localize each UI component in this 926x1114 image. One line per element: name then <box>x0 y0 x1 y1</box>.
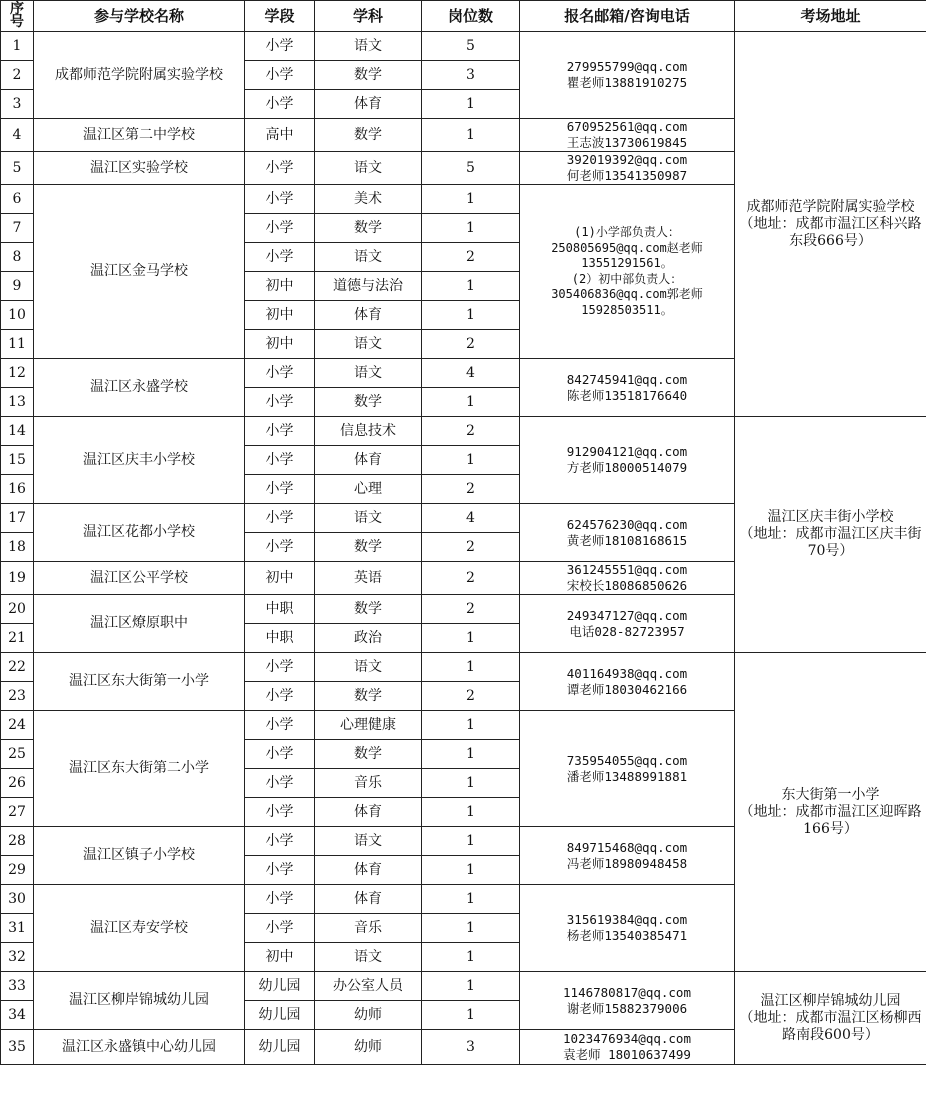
posts-cell: 1 <box>422 798 520 827</box>
subject-cell: 体育 <box>315 885 422 914</box>
subject-cell: 幼师 <box>315 1030 422 1065</box>
contact-line: 谭老师18030462166 <box>566 681 688 697</box>
contact-line: 何老师13541350987 <box>566 168 688 183</box>
contact-info <box>520 711 735 827</box>
contact-line: 杨老师13540385471 <box>566 928 688 943</box>
contact-line: 842745941@qq.com <box>566 371 688 387</box>
header-subject: 学科 <box>315 1 422 32</box>
stage-cell: 初中 <box>245 562 315 595</box>
stage-cell: 小学 <box>245 32 315 61</box>
venue-name: 温江区庆丰街小学校 <box>767 509 894 525</box>
posts-cell: 3 <box>422 1030 520 1065</box>
stage-cell: 小学 <box>245 914 315 943</box>
row-number: 6 <box>1 185 34 214</box>
stage-cell: 小学 <box>245 243 315 272</box>
row-number: 32 <box>1 943 34 972</box>
subject-cell: 体育 <box>315 90 422 119</box>
posts-cell: 2 <box>422 417 520 446</box>
contact-info <box>520 359 735 417</box>
subject-cell: 语文 <box>315 32 422 61</box>
row-number: 3 <box>1 90 34 119</box>
row-number: 10 <box>1 301 34 330</box>
stage-cell: 幼儿园 <box>245 972 315 1001</box>
school-name: 温江区花都小学校 <box>34 504 245 562</box>
row-number: 23 <box>1 682 34 711</box>
stage-cell: 小学 <box>245 856 315 885</box>
table-row <box>1 653 926 682</box>
row-number: 2 <box>1 61 34 90</box>
contact-line: 宋校长18086850626 <box>566 578 688 593</box>
contact-line: 陈老师13518176640 <box>566 387 688 403</box>
subject-cell: 心理 <box>315 475 422 504</box>
subject-cell: 音乐 <box>315 769 422 798</box>
contact-line: 401164938@qq.com <box>566 665 688 681</box>
table-row <box>1 32 926 61</box>
subject-cell: 语文 <box>315 504 422 533</box>
row-number: 1 <box>1 32 34 61</box>
stage-cell: 小学 <box>245 185 315 214</box>
table-body <box>1 32 926 1065</box>
subject-cell: 数学 <box>315 61 422 90</box>
posts-cell: 2 <box>422 562 520 595</box>
header-contact: 报名邮箱/咨询电话 <box>520 1 735 32</box>
contact-line: 279955799@qq.com <box>566 59 688 74</box>
exam-venue <box>735 653 926 972</box>
row-number: 28 <box>1 827 34 856</box>
posts-cell: 4 <box>422 504 520 533</box>
contact-line: 瞿老师13881910275 <box>566 75 688 90</box>
contact-line: 1023476934@qq.com <box>563 1031 691 1046</box>
school-name: 温江区金马学校 <box>34 185 245 359</box>
row-number: 12 <box>1 359 34 388</box>
stage-cell: 中职 <box>245 595 315 624</box>
posts-cell: 2 <box>422 243 520 272</box>
subject-cell: 道德与法治 <box>315 272 422 301</box>
header-row <box>1 1 926 32</box>
contact-line: 392019392@qq.com <box>566 152 688 167</box>
stage-cell: 小学 <box>245 798 315 827</box>
header-seq <box>1 1 34 32</box>
posts-cell: 1 <box>422 624 520 653</box>
contact-line: 潘老师13488991881 <box>566 768 688 784</box>
posts-cell: 3 <box>422 61 520 90</box>
contact-info <box>520 1030 735 1065</box>
stage-cell: 小学 <box>245 214 315 243</box>
subject-cell: 美术 <box>315 185 422 214</box>
posts-cell: 1 <box>422 856 520 885</box>
posts-cell: 1 <box>422 972 520 1001</box>
contact-line: (1)小学部负责人： <box>574 225 680 239</box>
stage-cell: 小学 <box>245 653 315 682</box>
posts-cell: 1 <box>422 653 520 682</box>
posts-cell: 5 <box>422 152 520 185</box>
subject-cell: 幼师 <box>315 1001 422 1030</box>
contact-line: 912904121@qq.com <box>566 444 688 459</box>
row-number: 11 <box>1 330 34 359</box>
row-number: 16 <box>1 475 34 504</box>
exam-venue <box>735 417 926 653</box>
stage-cell: 初中 <box>245 301 315 330</box>
contact-line: 冯老师18980948458 <box>566 855 688 871</box>
posts-cell: 1 <box>422 119 520 152</box>
stage-cell: 小学 <box>245 711 315 740</box>
contact-line: 袁老师 18010637499 <box>563 1047 691 1062</box>
subject-cell: 政治 <box>315 624 422 653</box>
venue-address: （地址：成都市温江区杨柳西路南段600号） <box>739 1009 922 1043</box>
subject-cell: 数学 <box>315 682 422 711</box>
subject-cell: 办公室人员 <box>315 972 422 1001</box>
school-name: 成都师范学院附属实验学校 <box>34 32 245 119</box>
row-number: 21 <box>1 624 34 653</box>
contact-line: 361245551@qq.com <box>566 562 688 577</box>
contact-info <box>520 827 735 885</box>
contact-line: 谢老师15882379006 <box>566 1000 688 1016</box>
posts-cell: 2 <box>422 595 520 624</box>
row-number: 17 <box>1 504 34 533</box>
header-posts: 岗位数 <box>422 1 520 32</box>
subject-cell: 心理健康 <box>315 711 422 740</box>
subject-cell: 语文 <box>315 943 422 972</box>
row-number: 14 <box>1 417 34 446</box>
stage-cell: 小学 <box>245 90 315 119</box>
school-name: 温江区实验学校 <box>34 152 245 185</box>
row-number: 8 <box>1 243 34 272</box>
stage-cell: 小学 <box>245 533 315 562</box>
row-number: 27 <box>1 798 34 827</box>
row-number: 35 <box>1 1030 34 1065</box>
exam-venue <box>735 32 926 417</box>
posts-cell: 1 <box>422 90 520 119</box>
contact-info <box>520 32 735 119</box>
contact-info <box>520 185 735 359</box>
row-number: 22 <box>1 653 34 682</box>
subject-cell: 体育 <box>315 446 422 475</box>
exam-venue <box>735 972 926 1065</box>
row-number: 19 <box>1 562 34 595</box>
row-number: 20 <box>1 595 34 624</box>
posts-cell: 2 <box>422 533 520 562</box>
subject-cell: 语文 <box>315 359 422 388</box>
contact-info <box>520 417 735 504</box>
contact-line: 方老师18000514079 <box>566 460 688 475</box>
subject-cell: 数学 <box>315 533 422 562</box>
contact-line: 电话028-82723957 <box>569 623 685 639</box>
posts-cell: 1 <box>422 214 520 243</box>
subject-cell: 语文 <box>315 330 422 359</box>
stage-cell: 初中 <box>245 943 315 972</box>
row-number: 24 <box>1 711 34 740</box>
stage-cell: 幼儿园 <box>245 1030 315 1065</box>
posts-cell: 1 <box>422 769 520 798</box>
contact-info <box>520 653 735 711</box>
subject-cell: 信息技术 <box>315 417 422 446</box>
contact-line: 849715468@qq.com <box>566 839 688 855</box>
stage-cell: 初中 <box>245 272 315 301</box>
stage-cell: 幼儿园 <box>245 1001 315 1030</box>
contact-line: 624576230@qq.com <box>566 516 688 532</box>
contact-info <box>520 885 735 972</box>
school-name: 温江区柳岸锦城幼儿园 <box>34 972 245 1030</box>
contact-line: 305406836@qq.com郭老师 <box>551 287 703 301</box>
contact-line: 249347127@qq.com <box>566 607 688 623</box>
table-row <box>1 417 926 446</box>
row-number: 7 <box>1 214 34 243</box>
subject-cell: 数学 <box>315 740 422 769</box>
school-name: 温江区永盛学校 <box>34 359 245 417</box>
subject-cell: 数学 <box>315 214 422 243</box>
contact-info <box>520 504 735 562</box>
subject-cell: 体育 <box>315 798 422 827</box>
posts-cell: 1 <box>422 885 520 914</box>
posts-cell: 2 <box>422 475 520 504</box>
subject-cell: 体育 <box>315 301 422 330</box>
venue-address: （地址：成都市温江区庆丰街70号） <box>739 526 922 559</box>
stage-cell: 小学 <box>245 388 315 417</box>
stage-cell: 小学 <box>245 885 315 914</box>
subject-cell: 数学 <box>315 595 422 624</box>
contact-line: 1146780817@qq.com <box>563 984 691 1000</box>
header-school: 参与学校名称 <box>34 1 245 32</box>
row-number: 29 <box>1 856 34 885</box>
subject-cell: 语文 <box>315 653 422 682</box>
posts-cell: 2 <box>422 682 520 711</box>
posts-cell: 1 <box>422 446 520 475</box>
row-number: 9 <box>1 272 34 301</box>
subject-cell: 数学 <box>315 388 422 417</box>
stage-cell: 中职 <box>245 624 315 653</box>
row-number: 15 <box>1 446 34 475</box>
venue-name: 温江区柳岸锦城幼儿园 <box>760 992 901 1009</box>
subject-cell: 音乐 <box>315 914 422 943</box>
subject-cell: 语文 <box>315 827 422 856</box>
contact-line: (2）初中部负责人： <box>571 271 683 286</box>
header-seq-line: 号 <box>10 14 24 30</box>
school-name: 温江区庆丰小学校 <box>34 417 245 504</box>
posts-cell: 4 <box>422 359 520 388</box>
contact-info <box>520 152 735 185</box>
posts-cell: 1 <box>422 740 520 769</box>
posts-cell: 1 <box>422 301 520 330</box>
stage-cell: 小学 <box>245 475 315 504</box>
row-number: 25 <box>1 740 34 769</box>
school-name: 温江区寿安学校 <box>34 885 245 972</box>
row-number: 26 <box>1 769 34 798</box>
venue-address: （地址：成都市温江区科兴路东段666号） <box>739 215 922 249</box>
row-number: 31 <box>1 914 34 943</box>
subject-cell: 英语 <box>315 562 422 595</box>
contact-line: 王志波13730619845 <box>566 135 688 150</box>
school-name: 温江区第二中学校 <box>34 119 245 152</box>
contact-line: 黄老师18108168615 <box>566 532 688 548</box>
stage-cell: 小学 <box>245 769 315 798</box>
stage-cell: 高中 <box>245 119 315 152</box>
posts-cell: 5 <box>422 32 520 61</box>
stage-cell: 小学 <box>245 61 315 90</box>
venue-address: （地址：成都市温江区迎晖路166号） <box>739 803 922 837</box>
subject-cell: 语文 <box>315 243 422 272</box>
row-number: 13 <box>1 388 34 417</box>
stage-cell: 小学 <box>245 417 315 446</box>
contact-info <box>520 562 735 595</box>
venue-name: 成都师范学院附属实验学校 <box>746 198 915 215</box>
row-number: 30 <box>1 885 34 914</box>
table-row <box>1 972 926 1001</box>
contact-info <box>520 119 735 152</box>
contact-line: 250805695@qq.com赵老师 <box>551 240 703 255</box>
school-name: 温江区镇子小学校 <box>34 827 245 885</box>
posts-cell: 1 <box>422 914 520 943</box>
subject-cell: 语文 <box>315 152 422 185</box>
row-number: 34 <box>1 1001 34 1030</box>
contact-line: 315619384@qq.com <box>566 912 688 927</box>
contact-info <box>520 595 735 653</box>
header-venue: 考场地址 <box>735 1 926 32</box>
school-name: 温江区燎原职中 <box>34 595 245 653</box>
stage-cell: 小学 <box>245 152 315 185</box>
posts-cell: 1 <box>422 1001 520 1030</box>
posts-cell: 1 <box>422 943 520 972</box>
contact-info <box>520 972 735 1030</box>
subject-cell: 数学 <box>315 119 422 152</box>
contact-line: 670952561@qq.com <box>566 119 688 134</box>
stage-cell: 小学 <box>245 682 315 711</box>
header-seq-line: 序 <box>10 1 24 17</box>
school-name: 温江区永盛镇中心幼儿园 <box>34 1030 245 1065</box>
contact-line: 13551291561。 <box>581 256 673 270</box>
row-number: 33 <box>1 972 34 1001</box>
subject-cell: 体育 <box>315 856 422 885</box>
school-name: 温江区东大街第二小学 <box>34 711 245 827</box>
venue-name: 东大街第一小学 <box>781 786 880 803</box>
stage-cell: 小学 <box>245 504 315 533</box>
stage-cell: 小学 <box>245 446 315 475</box>
stage-cell: 小学 <box>245 740 315 769</box>
row-number: 5 <box>1 152 34 185</box>
posts-cell: 1 <box>422 827 520 856</box>
header-stage: 学段 <box>245 1 315 32</box>
stage-cell: 小学 <box>245 359 315 388</box>
posts-cell: 1 <box>422 185 520 214</box>
stage-cell: 小学 <box>245 827 315 856</box>
row-number: 18 <box>1 533 34 562</box>
posts-cell: 1 <box>422 388 520 417</box>
school-name: 温江区公平学校 <box>34 562 245 595</box>
stage-cell: 初中 <box>245 330 315 359</box>
school-name: 温江区东大街第一小学 <box>34 653 245 711</box>
posts-cell: 1 <box>422 711 520 740</box>
contact-line: 735954055@qq.com <box>566 752 688 768</box>
posts-cell: 2 <box>422 330 520 359</box>
row-number: 4 <box>1 119 34 152</box>
contact-line: 15928503511。 <box>581 302 673 317</box>
posts-cell: 1 <box>422 272 520 301</box>
